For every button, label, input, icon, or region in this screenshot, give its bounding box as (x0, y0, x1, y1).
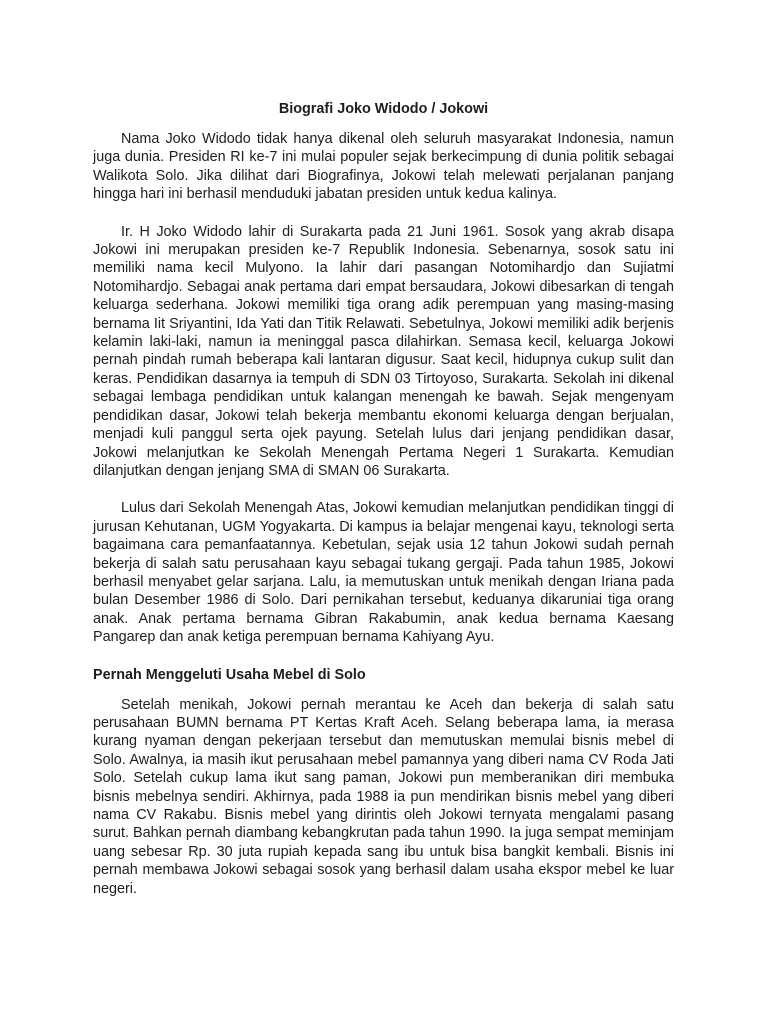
paragraph-furniture-business: Setelah menikah, Jokowi pernah merantau ke Aceh dan bekerja di salah satu perusahaan BUMN bernama PT Kertas Kraft Aceh. Selang beberapa lama, ia merasa kurang nyaman dengan pekerjaan tersebut dan memutuskan memulai bisnis mebel di Solo. Awalnya, ia masih ikut perusahaan mebel pamannya yang diberi nama CV Roda Jati Solo. Setelah cukup lama ikut sang paman, Jokowi pun memberanikan diri membuka bisnis mebelnya sendiri. Akhirnya, pada 1988 ia pun mendirikan bisnis mebel yang diberi nama CV Rakabu. Bisnis mebel yang dirintis oleh Jokowi ternyata mengalami pasang surut. Bahkan pernah diambang kebangkrutan pada tahun 1990. Ia juga sempat meminjam uang sebesar Rp. 30 juta rupiah kepada sang ibu untuk bisa bangkit kembali. Bisnis ini pernah membawa Jokowi sebagai sosok yang berhasil dalam usaha ekspor mebel ke luar negeri. (93, 696, 674, 897)
section-heading: Pernah Menggeluti Usaha Mebel di Solo (93, 666, 366, 683)
paragraph-education-marriage: Lulus dari Sekolah Menengah Atas, Jokowi kemudian melanjutkan pendidikan tinggi di jurusan Kehutanan, UGM Yogyakarta. Di kampus ia belajar mengenai kayu, teknologi serta bagaimana cara pemanfaatannya. Kebetulan, sejak usia 12 tahun Jokowi sudah pernah bekerja di salah satu perusahaan kayu sebagai tukang gergaji. Pada tahun 1985, Jokowi berhasil menyabet gelar sarjana. Lalu, ia memutuskan untuk menikah dengan Iriana pada bulan Desember 1986 di Solo. Dari pernikahan tersebut, keduanya dikaruniai tiga orang anak. Anak pertama bernama Gibran Rakabumin, anak kedua bernama Kaesang Pangarep dan anak ketiga perempuan bernama Kahiyang Ayu. (93, 500, 674, 646)
paragraph-early-life: Ir. H Joko Widodo lahir di Surakarta pada 21 Juni 1961. Sosok yang akrab disapa Jokowi ini merupakan presiden ke-7 Republik Indonesia. Sebenarnya, sosok satu ini memiliki nama kecil Mulyono. Ia lahir dari pasangan Notomihardjo dan Sujiatmi Notomihardjo. Sebagai anak pertama dari empat bersaudara, Jokowi dibesarkan di tengah keluarga sederhana. Jokowi memiliki tiga orang adik perempuan yang masing-masing bernama Iit Sriyantini, Ida Yati dan Titik Relawati. Sebetulnya, Jokowi memiliki adik berjenis kelamin laki-laki, namun ia meninggal pasca dilahirkan. Semasa kecil, keluarga Jokowi pernah pindah rumah beberapa kali lantaran digusur. Saat kecil, hidupnya cukup sulit dan keras. Pendidikan dasarnya ia tempuh di SDN 03 Tirtoyoso, Surakarta. Sekolah ini dikenal sebagai lembaga pendidikan untuk kalangan menengah ke bawah. Sejak mengenyam pendidikan dasar, Jokowi telah bekerja membantu ekonomi keluarga dengan berjualan, menjadi kuli panggul serta ojek payung. Setelah lulus dari jenjang pendidikan dasar, Jokowi melanjutkan ke Sekolah Menengah Pertama Negeri 1 Surakarta. Kemudian dilanjutkan dengan jenjang SMA di SMAN 06 Surakarta. (93, 223, 674, 479)
document-body (93, 100, 674, 917)
document-title: Biografi Joko Widodo / Jokowi (278, 101, 489, 117)
paragraph-intro: Nama Joko Widodo tidak hanya dikenal oleh seluruh masyarakat Indonesia, namun juga dunia. Presiden RI ke-7 ini mulai populer sejak berkecimpung di dunia politik sebagai Walikota Solo. Jika dilihat dari Biografinya, Jokowi telah melewati perjalanan panjang hingga hari ini berhasil menduduki jabatan presiden untuk kedua kalinya. (93, 131, 674, 203)
